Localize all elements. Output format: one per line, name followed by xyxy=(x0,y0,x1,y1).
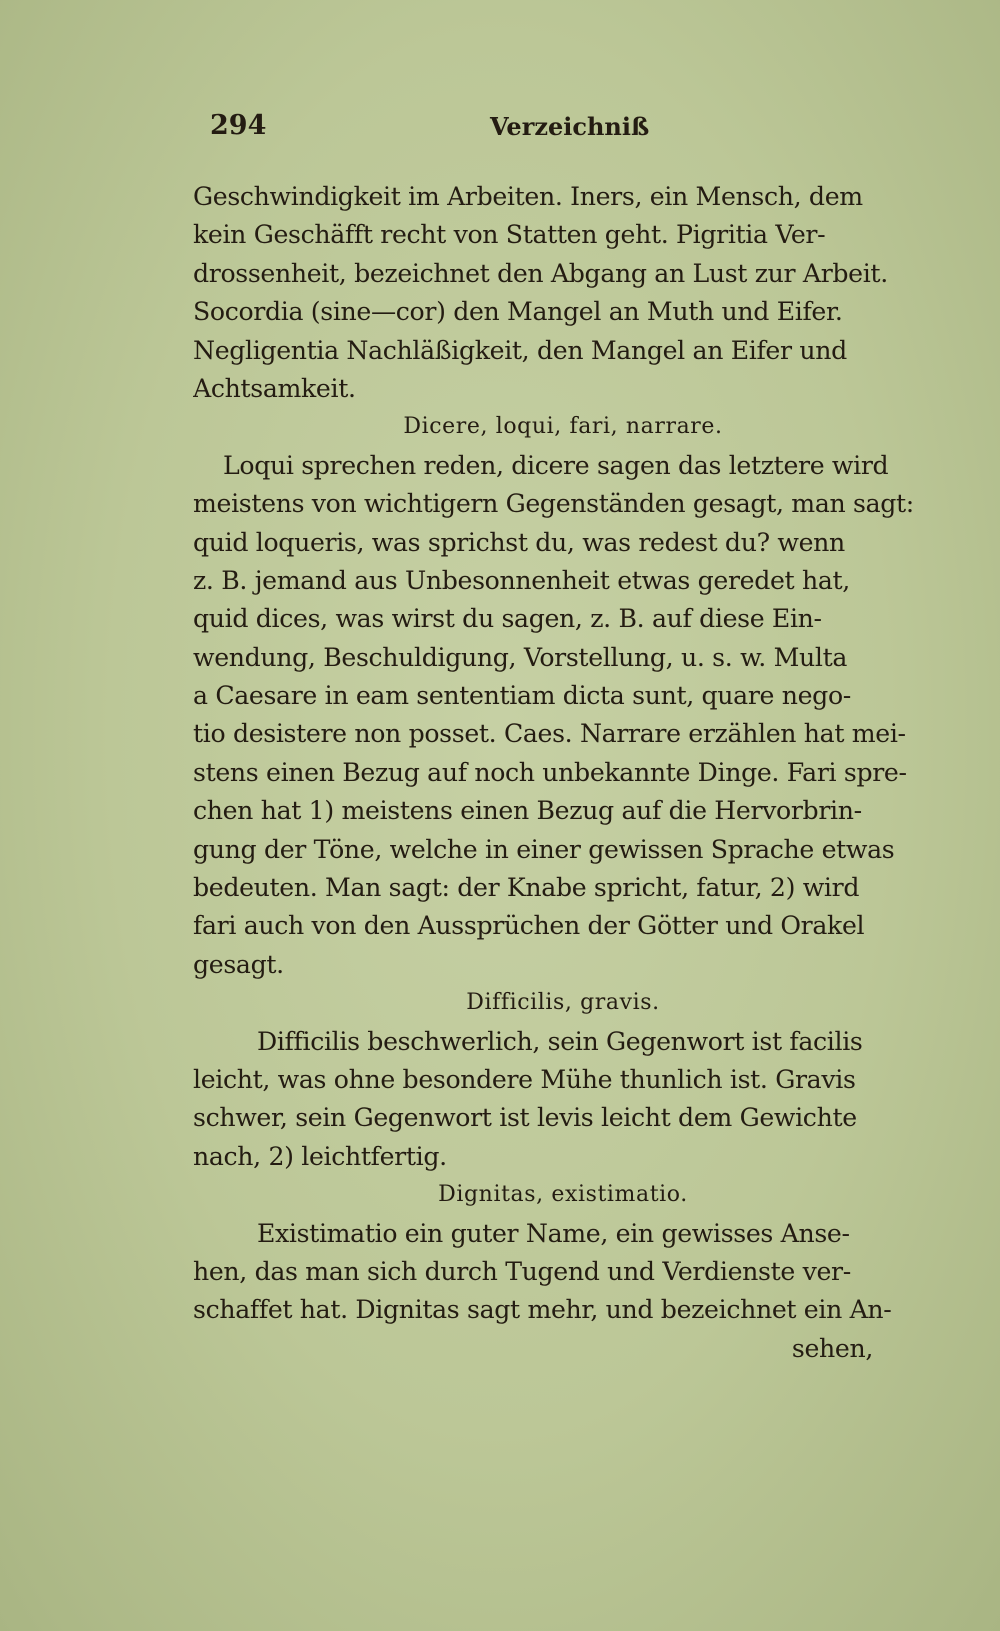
text-line: bedeuten. Man sagt: der Knabe spricht, fatur, 2) wird xyxy=(193,873,860,903)
text-line: Negligentia Nachläßigkeit, den Mangel an Eifer und xyxy=(193,335,847,365)
text-line: schwer, sein Gegenwort ist levis leicht dem Gewichte xyxy=(193,1103,857,1133)
text-line: z. B. jemand aus Unbesonnenheit etwas geredet hat, xyxy=(193,565,850,595)
text-line: meistens von wichtigern Gegenständen gesagt, man sagt: xyxy=(193,489,914,519)
running-head: Verzeichniß xyxy=(490,112,650,141)
section-heading: Dignitas, existimatio. xyxy=(438,1182,688,1208)
text-line: leicht, was ohne besondere Mühe thunlich ist. Gravis xyxy=(193,1064,856,1094)
text-line: nach, 2) leichtfertig. xyxy=(193,1141,447,1171)
page-header xyxy=(210,110,850,150)
text-line: fari auch von den Aussprüchen der Götter und Orakel xyxy=(193,911,865,941)
text-line: Achtsamkeit. xyxy=(193,373,356,403)
text-line: hen, das man sich durch Tugend und Verdienste ver- xyxy=(193,1256,851,1286)
text-line: Difficilis beschwerlich, sein Gegenwort ist facilis xyxy=(257,1026,863,1056)
text-line: tio desistere non posset. Caes. Narrare erzählen hat mei- xyxy=(193,719,906,749)
text-line: gung der Töne, welche in einer gewissen Sprache etwas xyxy=(193,834,895,864)
catchword: sehen, xyxy=(791,1333,873,1363)
text-line: quid dices, was wirst du sagen, z. B. auf diese Ein- xyxy=(193,604,822,634)
text-line: kein Geschäfft recht von Statten geht. Pigritia Ver- xyxy=(193,220,826,250)
text-line: Geschwindigkeit im Arbeiten. Iners, ein Mensch, dem xyxy=(193,182,863,211)
text-line: wendung, Beschuldigung, Vorstellung, u. s. w. Multa xyxy=(193,642,848,672)
page-number: 294 xyxy=(210,110,267,141)
text-line: drossenheit, bezeichnet den Abgang an Lust zur Arbeit. xyxy=(193,258,888,288)
text-line: a Caesare in eam sententiam dicta sunt, quare nego- xyxy=(193,681,851,711)
text-line: chen hat 1) meistens einen Bezug auf die Hervorbrin- xyxy=(193,796,862,826)
section-heading: Difficilis, gravis. xyxy=(466,990,660,1016)
text-line: stens einen Bezug auf noch unbekannte Dinge. Fari spre- xyxy=(193,757,907,787)
text-line: quid loqueris, was sprichst du, was redest du? wenn xyxy=(193,527,845,557)
text-line: Loqui sprechen reden, dicere sagen das letztere wird xyxy=(223,450,889,480)
text-line: schaffet hat. Dignitas sagt mehr, und bezeichnet ein An- xyxy=(193,1295,892,1325)
section-heading: Dicere, loqui, fari, narrare. xyxy=(403,414,723,440)
text-line: Existimatio ein guter Name, ein gewisses Anse- xyxy=(257,1218,850,1248)
body-text xyxy=(193,178,933,1368)
text-line: gesagt. xyxy=(193,949,284,979)
text-line: Socordia (sine—cor) den Mangel an Muth und Eifer. xyxy=(193,297,843,327)
